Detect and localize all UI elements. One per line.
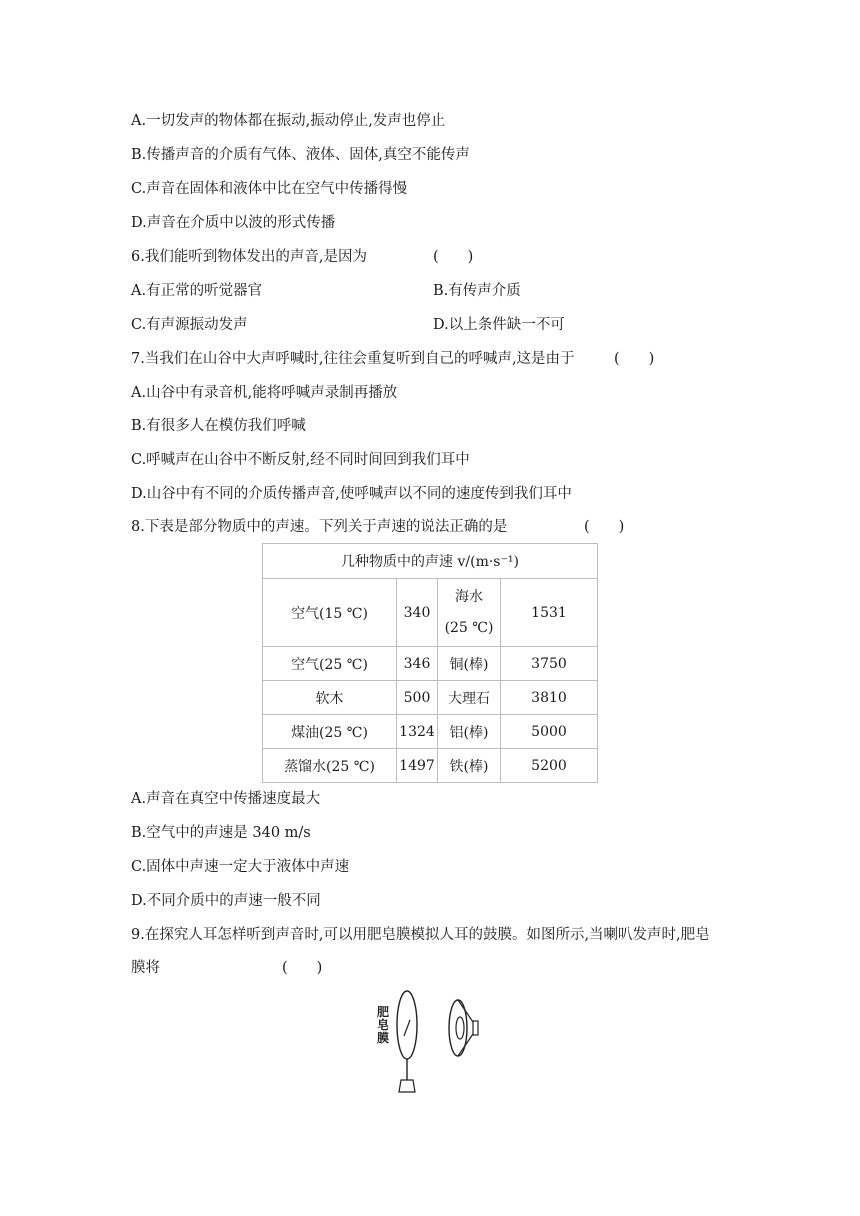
q6-answer-blank: ( ) (433, 249, 474, 265)
table-title: 几种物质中的声速 v/(m·s⁻¹) (263, 544, 598, 579)
table-cell-speed: 500 (397, 681, 438, 715)
table-row (263, 715, 598, 749)
table-cell-speed: 340 (397, 579, 438, 647)
table-cell-medium: 大理石 (438, 681, 501, 715)
table-row (263, 749, 598, 783)
table-row (263, 647, 598, 681)
table-cell-medium-line2: (25 ℃) (444, 619, 494, 636)
q6-option-d: D.以上条件缺一不可 (433, 317, 565, 333)
q8-option-a: A.声音在真空中传播速度最大 (131, 791, 321, 807)
q9-answer-blank: ( ) (282, 960, 323, 976)
q6-option-c: C.有声源振动发声 (131, 317, 248, 333)
table-row (263, 681, 598, 715)
table-cell-speed: 1497 (397, 749, 438, 783)
table-cell-medium: 铝(棒) (438, 715, 501, 749)
table-cell-speed: 3750 (501, 647, 598, 681)
soap-film-speaker-figure (376, 988, 486, 1098)
q5-option-a: A.一切发声的物体都在振动,振动停止,发声也停止 (131, 113, 446, 129)
q7-option-b: B.有很多人在模仿我们呼喊 (131, 418, 306, 434)
table-cell-medium-line1: 海水 (455, 588, 483, 605)
q9-stem-line2: 膜将 (131, 960, 160, 976)
q7-answer-blank: ( ) (614, 351, 655, 367)
q5-option-b: B.传播声音的介质有气体、液体、固体,真空不能传声 (131, 147, 470, 163)
table-cell-speed: 5200 (501, 749, 598, 783)
table-title-row (263, 544, 598, 579)
q6-option-b: B.有传声介质 (433, 283, 521, 299)
table-cell-speed: 346 (397, 647, 438, 681)
table-cell-medium: 蒸馏水(25 ℃) (263, 749, 397, 783)
q6-stem: 6.我们能听到物体发出的声音,是因为 (131, 249, 367, 265)
table-cell-speed: 3810 (501, 681, 598, 715)
q7-stem: 7.当我们在山谷中大声呼喊时,往往会重复听到自己的呼喊声,这是由于 (131, 351, 575, 367)
q7-option-c: C.呼喊声在山谷中不断反射,经不同时间回到我们耳中 (131, 452, 470, 468)
q8-option-d: D.不同介质中的声速一般不同 (131, 893, 321, 909)
table-cell-medium: 空气(15 ℃) (263, 579, 397, 647)
q8-answer-blank: ( ) (584, 519, 625, 535)
table-cell-medium: 空气(25 ℃) (263, 647, 397, 681)
table-cell-medium: 铁(棒) (438, 749, 501, 783)
table-cell-speed: 5000 (501, 715, 598, 749)
q8-stem: 8.下表是部分物质中的声速。下列关于声速的说法正确的是 (131, 519, 508, 535)
q7-option-d: D.山谷中有不同的介质传播声音,使呼喊声以不同的速度传到我们耳中 (131, 486, 572, 502)
table-cell-medium: 煤油(25 ℃) (263, 715, 397, 749)
q5-option-d: D.声音在介质中以波的形式传播 (131, 215, 336, 231)
table-cell-medium: 铜(棒) (438, 647, 501, 681)
q5-option-c: C.声音在固体和液体中比在空气中传播得慢 (131, 181, 408, 197)
sound-speed-table (262, 543, 598, 783)
q6-option-a: A.有正常的听觉器官 (131, 283, 263, 299)
q8-option-c: C.固体中声速一定大于液体中声速 (131, 859, 350, 875)
table-cell-speed: 1531 (501, 579, 598, 647)
table-cell-medium: 软木 (263, 681, 397, 715)
q7-option-a: A.山谷中有录音机,能将呼喊声录制再播放 (131, 385, 398, 401)
table-cell-speed: 1324 (397, 715, 438, 749)
table-cell-medium (438, 579, 501, 647)
q9-stem-line1: 9.在探究人耳怎样听到声音时,可以用肥皂膜模拟人耳的鼓膜。如图所示,当喇叭发声时,肥皂 (131, 927, 710, 943)
soap-film-label: 肥皂膜 (376, 1005, 389, 1045)
soap-film-speaker-drawing (376, 988, 486, 1098)
table-row (263, 579, 598, 647)
q8-option-b: B.空气中的声速是 340 m/s (131, 825, 311, 841)
